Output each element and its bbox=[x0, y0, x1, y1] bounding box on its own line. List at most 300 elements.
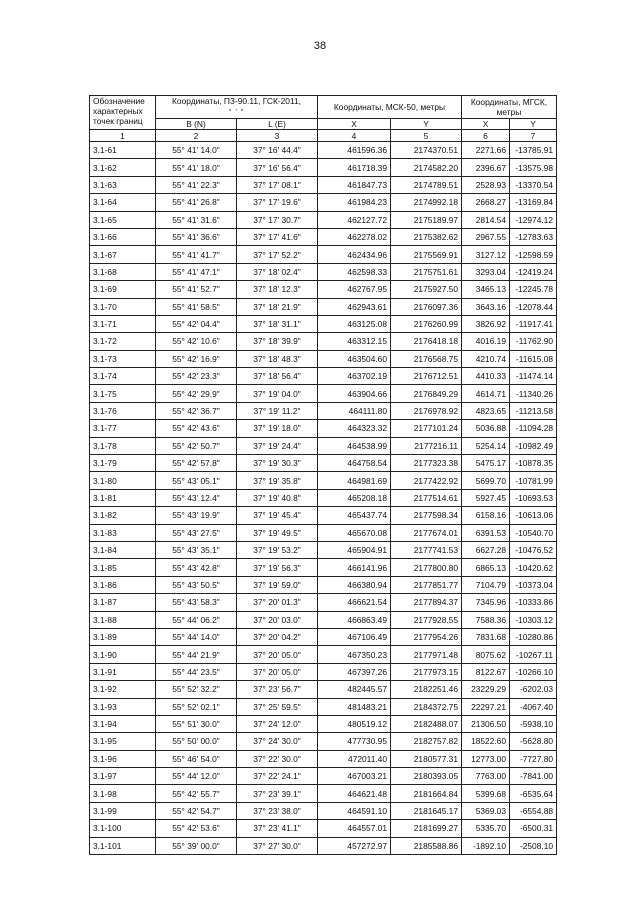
mgsk-x-cell: -1892.10 bbox=[462, 837, 510, 854]
mgsk-y-cell: -13169.84 bbox=[510, 194, 557, 211]
longitude-cell: 37° 27' 30.0" bbox=[237, 837, 318, 854]
header-designation: Обозначение характерных точек границ bbox=[90, 96, 156, 130]
longitude-cell: 37° 19' 53.2" bbox=[237, 541, 318, 558]
table-row bbox=[90, 646, 557, 663]
longitude-cell: 37° 19' 24.4" bbox=[237, 437, 318, 454]
longitude-cell: 37° 19' 35.8" bbox=[237, 472, 318, 489]
mgsk-y-cell: -10303.12 bbox=[510, 611, 557, 628]
latitude-cell: 55° 42' 54.7" bbox=[156, 802, 237, 819]
latitude-cell: 55° 51' 30.0" bbox=[156, 715, 237, 732]
mgsk-x-cell: 5475.17 bbox=[462, 455, 510, 472]
msk-y-cell: 2182757.82 bbox=[391, 733, 462, 750]
header-msk-coordinates: Координаты, МСК-50, метры bbox=[318, 96, 462, 119]
longitude-cell: 37° 16' 44.4" bbox=[237, 142, 318, 159]
column-number: 6 bbox=[462, 130, 510, 142]
longitude-cell: 37° 20' 01.3" bbox=[237, 594, 318, 611]
table-row bbox=[90, 228, 557, 245]
table-row bbox=[90, 402, 557, 419]
mgsk-x-cell: 7831.68 bbox=[462, 628, 510, 645]
mgsk-x-cell: 7345.96 bbox=[462, 594, 510, 611]
longitude-cell: 37° 19' 49.5" bbox=[237, 524, 318, 541]
msk-x-cell: 465904.91 bbox=[318, 541, 391, 558]
point-id-cell: 3.1-76 bbox=[90, 402, 156, 419]
msk-x-cell: 464111.80 bbox=[318, 402, 391, 419]
point-id-cell: 3.1-67 bbox=[90, 246, 156, 263]
point-id-cell: 3.1-88 bbox=[90, 611, 156, 628]
point-id-cell: 3.1-94 bbox=[90, 715, 156, 732]
msk-x-cell: 462434.96 bbox=[318, 246, 391, 263]
longitude-cell: 37° 20' 03.0" bbox=[237, 611, 318, 628]
mgsk-x-cell: 5369.03 bbox=[462, 802, 510, 819]
mgsk-x-cell: 18522.60 bbox=[462, 733, 510, 750]
latitude-cell: 55° 43' 12.4" bbox=[156, 489, 237, 506]
mgsk-y-cell: -11340.26 bbox=[510, 385, 557, 402]
table-row bbox=[90, 524, 557, 541]
mgsk-y-cell: -7727.80 bbox=[510, 750, 557, 767]
msk-y-cell: 2182251.46 bbox=[391, 681, 462, 698]
longitude-cell: 37° 23' 39.1" bbox=[237, 785, 318, 802]
mgsk-y-cell: -12078.44 bbox=[510, 298, 557, 315]
mgsk-x-cell: 7104.79 bbox=[462, 576, 510, 593]
point-id-cell: 3.1-83 bbox=[90, 524, 156, 541]
msk-x-cell: 466380.94 bbox=[318, 576, 391, 593]
point-id-cell: 3.1-100 bbox=[90, 820, 156, 837]
table-row bbox=[90, 176, 557, 193]
latitude-cell: 55° 43' 50.5" bbox=[156, 576, 237, 593]
mgsk-x-cell: 5254.14 bbox=[462, 437, 510, 454]
table-row bbox=[90, 611, 557, 628]
mgsk-y-cell: -6554.88 bbox=[510, 802, 557, 819]
latitude-cell: 55° 41' 22.3" bbox=[156, 176, 237, 193]
mgsk-y-cell: -11615.08 bbox=[510, 350, 557, 367]
mgsk-y-cell: -10476.52 bbox=[510, 541, 557, 558]
header-b: B (N) bbox=[156, 119, 237, 130]
point-id-cell: 3.1-101 bbox=[90, 837, 156, 854]
mgsk-y-cell: -12245.78 bbox=[510, 281, 557, 298]
mgsk-x-cell: 5036.88 bbox=[462, 420, 510, 437]
longitude-cell: 37° 19' 45.4" bbox=[237, 507, 318, 524]
msk-x-cell: 466141.96 bbox=[318, 559, 391, 576]
table-row bbox=[90, 820, 557, 837]
mgsk-x-cell: 5335.70 bbox=[462, 820, 510, 837]
msk-x-cell: 467350.23 bbox=[318, 646, 391, 663]
column-number: 5 bbox=[391, 130, 462, 142]
msk-y-cell: 2176849.29 bbox=[391, 385, 462, 402]
longitude-cell: 37° 16' 56.4" bbox=[237, 159, 318, 176]
table-row bbox=[90, 802, 557, 819]
msk-x-cell: 462598.33 bbox=[318, 263, 391, 280]
column-number: 1 bbox=[90, 130, 156, 142]
msk-x-cell: 464538.99 bbox=[318, 437, 391, 454]
point-id-cell: 3.1-63 bbox=[90, 176, 156, 193]
mgsk-y-cell: -10333.86 bbox=[510, 594, 557, 611]
table-row bbox=[90, 350, 557, 367]
point-id-cell: 3.1-71 bbox=[90, 315, 156, 332]
point-id-cell: 3.1-91 bbox=[90, 663, 156, 680]
latitude-cell: 55° 42' 43.6" bbox=[156, 420, 237, 437]
latitude-cell: 55° 42' 16.9" bbox=[156, 350, 237, 367]
mgsk-y-cell: -10982.49 bbox=[510, 437, 557, 454]
header-y-mgsk: Y bbox=[510, 119, 557, 130]
mgsk-y-cell: -11917.41 bbox=[510, 315, 557, 332]
msk-x-cell: 464621.48 bbox=[318, 785, 391, 802]
mgsk-x-cell: 3826.92 bbox=[462, 315, 510, 332]
table-row bbox=[90, 663, 557, 680]
point-id-cell: 3.1-81 bbox=[90, 489, 156, 506]
msk-y-cell: 2176712.51 bbox=[391, 368, 462, 385]
latitude-cell: 55° 42' 57.8" bbox=[156, 455, 237, 472]
mgsk-x-cell: 8122.67 bbox=[462, 663, 510, 680]
msk-y-cell: 2182488.07 bbox=[391, 715, 462, 732]
header-mgsk-coordinates: Координаты, МГСК, метры bbox=[462, 96, 557, 119]
latitude-cell: 55° 50' 00.0" bbox=[156, 733, 237, 750]
latitude-cell: 55° 41' 18.0" bbox=[156, 159, 237, 176]
msk-x-cell: 461596.36 bbox=[318, 142, 391, 159]
msk-x-cell: 472011.40 bbox=[318, 750, 391, 767]
msk-x-cell: 463702.19 bbox=[318, 368, 391, 385]
mgsk-x-cell: 2271.66 bbox=[462, 142, 510, 159]
msk-x-cell: 465437.74 bbox=[318, 507, 391, 524]
mgsk-y-cell: -10781.99 bbox=[510, 472, 557, 489]
msk-y-cell: 2177674.01 bbox=[391, 524, 462, 541]
point-id-cell: 3.1-72 bbox=[90, 333, 156, 350]
mgsk-x-cell: 4823.65 bbox=[462, 402, 510, 419]
table-row bbox=[90, 733, 557, 750]
longitude-cell: 37° 18' 02.4" bbox=[237, 263, 318, 280]
mgsk-x-cell: 2814.54 bbox=[462, 211, 510, 228]
mgsk-x-cell: 6627.28 bbox=[462, 541, 510, 558]
point-id-cell: 3.1-65 bbox=[90, 211, 156, 228]
mgsk-y-cell: -10878.35 bbox=[510, 455, 557, 472]
column-number: 4 bbox=[318, 130, 391, 142]
point-id-cell: 3.1-92 bbox=[90, 681, 156, 698]
msk-y-cell: 2174789.51 bbox=[391, 176, 462, 193]
header-geo-coordinates bbox=[156, 96, 318, 119]
point-id-cell: 3.1-74 bbox=[90, 368, 156, 385]
latitude-cell: 55° 44' 14.0" bbox=[156, 628, 237, 645]
header-l: L (E) bbox=[237, 119, 318, 130]
mgsk-x-cell: 3127.12 bbox=[462, 246, 510, 263]
mgsk-x-cell: 4210.74 bbox=[462, 350, 510, 367]
mgsk-x-cell: 22297.21 bbox=[462, 698, 510, 715]
point-id-cell: 3.1-84 bbox=[90, 541, 156, 558]
mgsk-x-cell: 23229.29 bbox=[462, 681, 510, 698]
header-x-msk: X bbox=[318, 119, 391, 130]
msk-x-cell: 477730.95 bbox=[318, 733, 391, 750]
latitude-cell: 55° 44' 06.2" bbox=[156, 611, 237, 628]
latitude-cell: 55° 46' 54.0" bbox=[156, 750, 237, 767]
table-row bbox=[90, 246, 557, 263]
table-row bbox=[90, 594, 557, 611]
mgsk-y-cell: -5938.10 bbox=[510, 715, 557, 732]
latitude-cell: 55° 52' 02.1" bbox=[156, 698, 237, 715]
mgsk-x-cell: 2396.67 bbox=[462, 159, 510, 176]
mgsk-y-cell: -11474.14 bbox=[510, 368, 557, 385]
latitude-cell: 55° 43' 42.8" bbox=[156, 559, 237, 576]
mgsk-y-cell: -10693.53 bbox=[510, 489, 557, 506]
mgsk-x-cell: 6865.13 bbox=[462, 559, 510, 576]
msk-y-cell: 2176978.92 bbox=[391, 402, 462, 419]
table-row bbox=[90, 281, 557, 298]
longitude-cell: 37° 20' 05.0" bbox=[237, 663, 318, 680]
latitude-cell: 55° 43' 27.5" bbox=[156, 524, 237, 541]
msk-y-cell: 2175927.50 bbox=[391, 281, 462, 298]
msk-x-cell: 462767.95 bbox=[318, 281, 391, 298]
longitude-cell: 37° 17' 08.1" bbox=[237, 176, 318, 193]
mgsk-x-cell: 6391.53 bbox=[462, 524, 510, 541]
msk-x-cell: 481483.21 bbox=[318, 698, 391, 715]
mgsk-y-cell: -12783.63 bbox=[510, 228, 557, 245]
msk-x-cell: 466863.49 bbox=[318, 611, 391, 628]
table-row bbox=[90, 489, 557, 506]
mgsk-y-cell: -10373.04 bbox=[510, 576, 557, 593]
msk-y-cell: 2181664.84 bbox=[391, 785, 462, 802]
point-id-cell: 3.1-68 bbox=[90, 263, 156, 280]
table-row bbox=[90, 455, 557, 472]
mgsk-y-cell: -12598.59 bbox=[510, 246, 557, 263]
msk-y-cell: 2176097.36 bbox=[391, 298, 462, 315]
point-id-cell: 3.1-99 bbox=[90, 802, 156, 819]
msk-x-cell: 457272.97 bbox=[318, 837, 391, 854]
msk-y-cell: 2177741.53 bbox=[391, 541, 462, 558]
latitude-cell: 55° 52' 32.2" bbox=[156, 681, 237, 698]
longitude-cell: 37° 23' 41.1" bbox=[237, 820, 318, 837]
mgsk-x-cell: 5699.70 bbox=[462, 472, 510, 489]
msk-y-cell: 2177851.77 bbox=[391, 576, 462, 593]
msk-y-cell: 2176260.99 bbox=[391, 315, 462, 332]
longitude-cell: 37° 17' 52.2" bbox=[237, 246, 318, 263]
latitude-cell: 55° 44' 23.5" bbox=[156, 663, 237, 680]
mgsk-y-cell: -10540.70 bbox=[510, 524, 557, 541]
mgsk-x-cell: 3293.04 bbox=[462, 263, 510, 280]
msk-x-cell: 463904.66 bbox=[318, 385, 391, 402]
latitude-cell: 55° 41' 31.6" bbox=[156, 211, 237, 228]
table-row bbox=[90, 437, 557, 454]
msk-x-cell: 480519.12 bbox=[318, 715, 391, 732]
point-id-cell: 3.1-90 bbox=[90, 646, 156, 663]
table-row bbox=[90, 315, 557, 332]
longitude-cell: 37° 23' 38.0" bbox=[237, 802, 318, 819]
latitude-cell: 55° 41' 52.7" bbox=[156, 281, 237, 298]
point-id-cell: 3.1-66 bbox=[90, 228, 156, 245]
longitude-cell: 37° 24' 30.0" bbox=[237, 733, 318, 750]
mgsk-x-cell: 5927.45 bbox=[462, 489, 510, 506]
mgsk-y-cell: -13370.54 bbox=[510, 176, 557, 193]
mgsk-x-cell: 2967.55 bbox=[462, 228, 510, 245]
longitude-cell: 37° 19' 18.0" bbox=[237, 420, 318, 437]
mgsk-y-cell: -4067.40 bbox=[510, 698, 557, 715]
mgsk-x-cell: 3643.16 bbox=[462, 298, 510, 315]
point-id-cell: 3.1-70 bbox=[90, 298, 156, 315]
mgsk-y-cell: -10266.10 bbox=[510, 663, 557, 680]
mgsk-y-cell: -6202.03 bbox=[510, 681, 557, 698]
latitude-cell: 55° 41' 26.8" bbox=[156, 194, 237, 211]
msk-y-cell: 2175382.62 bbox=[391, 228, 462, 245]
longitude-cell: 37° 19' 59.0" bbox=[237, 576, 318, 593]
msk-y-cell: 2177216.11 bbox=[391, 437, 462, 454]
msk-x-cell: 461984.23 bbox=[318, 194, 391, 211]
longitude-cell: 37° 18' 48.3" bbox=[237, 350, 318, 367]
longitude-cell: 37° 22' 30.0" bbox=[237, 750, 318, 767]
table-row bbox=[90, 541, 557, 558]
mgsk-y-cell: -10267.11 bbox=[510, 646, 557, 663]
longitude-cell: 37° 19' 04.0" bbox=[237, 385, 318, 402]
mgsk-y-cell: -10613.06 bbox=[510, 507, 557, 524]
msk-y-cell: 2177598.34 bbox=[391, 507, 462, 524]
point-id-cell: 3.1-69 bbox=[90, 281, 156, 298]
point-id-cell: 3.1-79 bbox=[90, 455, 156, 472]
point-id-cell: 3.1-77 bbox=[90, 420, 156, 437]
point-id-cell: 3.1-78 bbox=[90, 437, 156, 454]
msk-y-cell: 2177323.38 bbox=[391, 455, 462, 472]
column-number: 7 bbox=[510, 130, 557, 142]
latitude-cell: 55° 43' 35.1" bbox=[156, 541, 237, 558]
latitude-cell: 55° 44' 12.0" bbox=[156, 768, 237, 785]
latitude-cell: 55° 42' 53.6" bbox=[156, 820, 237, 837]
msk-x-cell: 464591.10 bbox=[318, 802, 391, 819]
msk-y-cell: 2184372.75 bbox=[391, 698, 462, 715]
longitude-cell: 37° 20' 04.2" bbox=[237, 628, 318, 645]
mgsk-y-cell: -13575.98 bbox=[510, 159, 557, 176]
header-x-mgsk: X bbox=[462, 119, 510, 130]
latitude-cell: 55° 41' 58.5" bbox=[156, 298, 237, 315]
latitude-cell: 55° 43' 58.3" bbox=[156, 594, 237, 611]
mgsk-x-cell: 8075.62 bbox=[462, 646, 510, 663]
msk-x-cell: 482445.57 bbox=[318, 681, 391, 698]
mgsk-y-cell: -10420.62 bbox=[510, 559, 557, 576]
longitude-cell: 37° 18' 12.3" bbox=[237, 281, 318, 298]
header-y-msk: Y bbox=[391, 119, 462, 130]
table-row bbox=[90, 507, 557, 524]
mgsk-x-cell: 4410.33 bbox=[462, 368, 510, 385]
msk-y-cell: 2175751.61 bbox=[391, 263, 462, 280]
point-id-cell: 3.1-61 bbox=[90, 142, 156, 159]
msk-x-cell: 467397.26 bbox=[318, 663, 391, 680]
msk-x-cell: 466621.54 bbox=[318, 594, 391, 611]
msk-x-cell: 464323.32 bbox=[318, 420, 391, 437]
msk-x-cell: 462943.61 bbox=[318, 298, 391, 315]
latitude-cell: 55° 43' 19.9" bbox=[156, 507, 237, 524]
point-id-cell: 3.1-86 bbox=[90, 576, 156, 593]
point-id-cell: 3.1-95 bbox=[90, 733, 156, 750]
longitude-cell: 37° 19' 40.8" bbox=[237, 489, 318, 506]
latitude-cell: 55° 42' 50.7" bbox=[156, 437, 237, 454]
table-row bbox=[90, 576, 557, 593]
mgsk-y-cell: -5628.80 bbox=[510, 733, 557, 750]
msk-y-cell: 2174582.20 bbox=[391, 159, 462, 176]
mgsk-y-cell: -12974.12 bbox=[510, 211, 557, 228]
mgsk-x-cell: 4016.19 bbox=[462, 333, 510, 350]
msk-y-cell: 2177954.26 bbox=[391, 628, 462, 645]
msk-y-cell: 2174992.18 bbox=[391, 194, 462, 211]
longitude-cell: 37° 18' 31.1" bbox=[237, 315, 318, 332]
latitude-cell: 55° 41' 36.6" bbox=[156, 228, 237, 245]
table-row bbox=[90, 750, 557, 767]
point-id-cell: 3.1-89 bbox=[90, 628, 156, 645]
msk-x-cell: 461718.39 bbox=[318, 159, 391, 176]
table-row bbox=[90, 837, 557, 854]
msk-y-cell: 2177928.55 bbox=[391, 611, 462, 628]
mgsk-y-cell: -6500.31 bbox=[510, 820, 557, 837]
table-row bbox=[90, 785, 557, 802]
msk-y-cell: 2176418.18 bbox=[391, 333, 462, 350]
latitude-cell: 55° 41' 47.1" bbox=[156, 263, 237, 280]
msk-y-cell: 2175569.91 bbox=[391, 246, 462, 263]
mgsk-x-cell: 2668.27 bbox=[462, 194, 510, 211]
longitude-cell: 37° 19' 56.3" bbox=[237, 559, 318, 576]
point-id-cell: 3.1-62 bbox=[90, 159, 156, 176]
mgsk-y-cell: -11762.90 bbox=[510, 333, 557, 350]
point-id-cell: 3.1-93 bbox=[90, 698, 156, 715]
latitude-cell: 55° 42' 36.7" bbox=[156, 402, 237, 419]
mgsk-x-cell: 2528.93 bbox=[462, 176, 510, 193]
mgsk-y-cell: -6535.64 bbox=[510, 785, 557, 802]
table-row bbox=[90, 628, 557, 645]
msk-y-cell: 2181699.27 bbox=[391, 820, 462, 837]
mgsk-y-cell: -7841.00 bbox=[510, 768, 557, 785]
msk-x-cell: 467003.21 bbox=[318, 768, 391, 785]
header-geo-label: Координаты, ПЗ-90.11, ГСК-2011, bbox=[172, 96, 301, 106]
msk-y-cell: 2176568.75 bbox=[391, 350, 462, 367]
latitude-cell: 55° 42' 10.6" bbox=[156, 333, 237, 350]
msk-y-cell: 2177800.80 bbox=[391, 559, 462, 576]
mgsk-x-cell: 21306.50 bbox=[462, 715, 510, 732]
table-row bbox=[90, 194, 557, 211]
mgsk-y-cell: -11213.58 bbox=[510, 402, 557, 419]
page-number: 38 bbox=[313, 40, 327, 52]
latitude-cell: 55° 42' 29.9" bbox=[156, 385, 237, 402]
msk-y-cell: 2177971.48 bbox=[391, 646, 462, 663]
longitude-cell: 37° 17' 30.7" bbox=[237, 211, 318, 228]
msk-x-cell: 461847.73 bbox=[318, 176, 391, 193]
table-row bbox=[90, 681, 557, 698]
mgsk-x-cell: 7588.36 bbox=[462, 611, 510, 628]
msk-x-cell: 464981.69 bbox=[318, 472, 391, 489]
longitude-cell: 37° 24' 12.0" bbox=[237, 715, 318, 732]
msk-x-cell: 462278.02 bbox=[318, 228, 391, 245]
msk-x-cell: 464557.01 bbox=[318, 820, 391, 837]
table-row bbox=[90, 142, 557, 159]
mgsk-y-cell: -2508.10 bbox=[510, 837, 557, 854]
latitude-cell: 55° 43' 05.1" bbox=[156, 472, 237, 489]
msk-x-cell: 467106.49 bbox=[318, 628, 391, 645]
point-id-cell: 3.1-82 bbox=[90, 507, 156, 524]
table-row bbox=[90, 715, 557, 732]
table-row bbox=[90, 263, 557, 280]
msk-y-cell: 2177894.37 bbox=[391, 594, 462, 611]
latitude-cell: 55° 42' 23.3" bbox=[156, 368, 237, 385]
column-number: 2 bbox=[156, 130, 237, 142]
longitude-cell: 37° 22' 24.1" bbox=[237, 768, 318, 785]
msk-x-cell: 463125.08 bbox=[318, 315, 391, 332]
point-id-cell: 3.1-80 bbox=[90, 472, 156, 489]
longitude-cell: 37° 17' 19.6" bbox=[237, 194, 318, 211]
longitude-cell: 37° 25' 59.5" bbox=[237, 698, 318, 715]
table-row bbox=[90, 211, 557, 228]
msk-x-cell: 465208.18 bbox=[318, 489, 391, 506]
latitude-cell: 55° 42' 55.7" bbox=[156, 785, 237, 802]
mgsk-x-cell: 12773.00 bbox=[462, 750, 510, 767]
longitude-cell: 37° 17' 41.6" bbox=[237, 228, 318, 245]
longitude-cell: 37° 19' 11.2" bbox=[237, 402, 318, 419]
table-row bbox=[90, 698, 557, 715]
mgsk-x-cell: 3465.13 bbox=[462, 281, 510, 298]
longitude-cell: 37° 20' 05.0" bbox=[237, 646, 318, 663]
mgsk-y-cell: -13785.91 bbox=[510, 142, 557, 159]
table-row bbox=[90, 472, 557, 489]
point-id-cell: 3.1-64 bbox=[90, 194, 156, 211]
msk-y-cell: 2180393.05 bbox=[391, 768, 462, 785]
